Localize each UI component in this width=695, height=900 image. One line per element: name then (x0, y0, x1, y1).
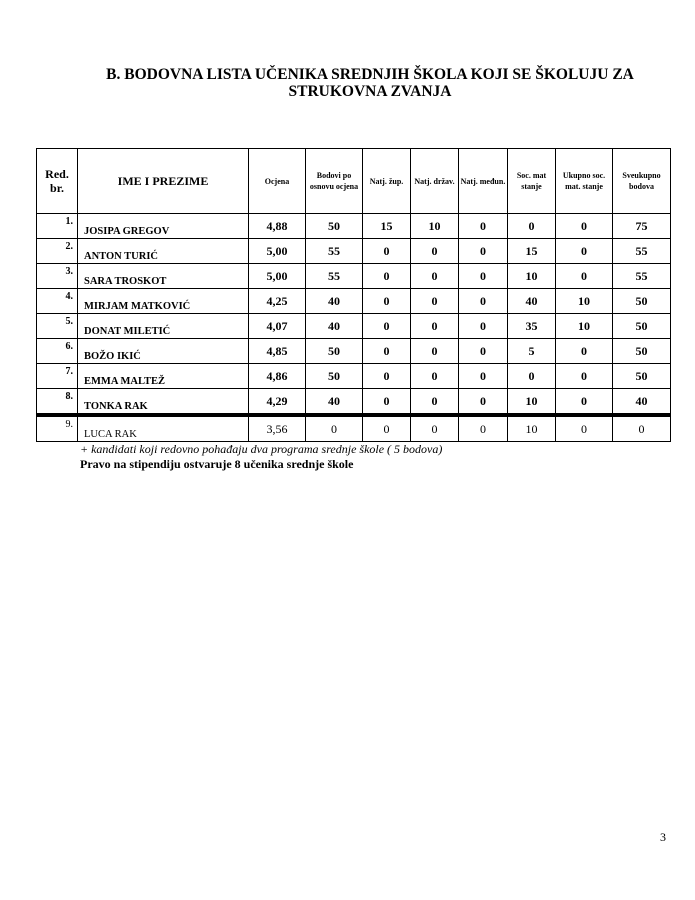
value-cell: 15 (363, 214, 411, 239)
table-row (37, 264, 671, 289)
value-cell: 0 (411, 239, 459, 264)
column-header: IME I PREZIME (78, 149, 249, 214)
value-cell: 55 (613, 264, 671, 289)
page-number: 3 (660, 830, 666, 844)
table-row (37, 239, 671, 264)
name-cell: LUCA RAK (78, 415, 249, 442)
value-cell: 55 (306, 264, 363, 289)
value-cell: 40 (306, 289, 363, 314)
value-cell: 0 (363, 314, 411, 339)
value-cell: 55 (613, 239, 671, 264)
rank-cell: 9. (37, 415, 78, 442)
table-row (37, 389, 671, 416)
value-cell: 10 (508, 389, 556, 416)
name-cell: TONKA RAK (78, 389, 249, 416)
value-cell: 0 (411, 415, 459, 442)
value-cell: 0 (411, 339, 459, 364)
name-cell: ANTON TURIĆ (78, 239, 249, 264)
name-cell: BOŽO IKIĆ (78, 339, 249, 364)
value-cell: 0 (363, 339, 411, 364)
column-header: Natj. međun. (459, 149, 508, 214)
value-cell: 0 (459, 364, 508, 389)
value-cell: 0 (556, 389, 613, 416)
value-cell: 4,25 (249, 289, 306, 314)
title-line-1: B. BODOVNA LISTA UČENIKA SREDNJIH ŠKOLA KOJI SE ŠKOLUJU ZA (106, 66, 634, 83)
value-cell: 75 (613, 214, 671, 239)
table-row (37, 314, 671, 339)
value-cell: 10 (556, 289, 613, 314)
value-cell: 0 (556, 214, 613, 239)
value-cell: 0 (411, 289, 459, 314)
table-row (37, 364, 671, 389)
value-cell: 40 (306, 389, 363, 416)
value-cell: 10 (508, 415, 556, 442)
value-cell: 50 (613, 364, 671, 389)
document-title (60, 66, 680, 100)
score-table (36, 148, 671, 442)
value-cell: 4,85 (249, 339, 306, 364)
name-cell: EMMA MALTEŽ (78, 364, 249, 389)
value-cell: 0 (459, 264, 508, 289)
value-cell: 0 (556, 364, 613, 389)
rank-cell: 6. (37, 339, 78, 364)
value-cell: 0 (459, 214, 508, 239)
value-cell: 0 (508, 364, 556, 389)
value-cell: 0 (363, 239, 411, 264)
column-header: Red. br. (37, 149, 78, 214)
value-cell: 40 (306, 314, 363, 339)
value-cell: 0 (556, 415, 613, 442)
value-cell: 4,07 (249, 314, 306, 339)
value-cell: 50 (613, 314, 671, 339)
value-cell: 0 (556, 239, 613, 264)
value-cell: 3,56 (249, 415, 306, 442)
value-cell: 0 (459, 389, 508, 416)
value-cell: 0 (306, 415, 363, 442)
value-cell: 0 (508, 214, 556, 239)
value-cell: 0 (411, 389, 459, 416)
value-cell: 0 (556, 264, 613, 289)
value-cell: 55 (306, 239, 363, 264)
value-cell: 40 (508, 289, 556, 314)
value-cell: 15 (508, 239, 556, 264)
column-header: Bodovi po osnovu ocjena (306, 149, 363, 214)
title-line-2: STRUKOVNA ZVANJA (288, 83, 452, 100)
value-cell: 0 (363, 364, 411, 389)
value-cell: 0 (459, 289, 508, 314)
value-cell: 0 (363, 264, 411, 289)
column-header: Natj. držav. (411, 149, 459, 214)
value-cell: 0 (613, 415, 671, 442)
value-cell: 0 (459, 239, 508, 264)
value-cell: 0 (459, 339, 508, 364)
table-row (37, 214, 671, 239)
rank-cell: 5. (37, 314, 78, 339)
name-cell: JOSIPA GREGOV (78, 214, 249, 239)
value-cell: 50 (613, 339, 671, 364)
value-cell: 0 (556, 339, 613, 364)
value-cell: 10 (556, 314, 613, 339)
value-cell: 0 (459, 415, 508, 442)
value-cell: 5,00 (249, 239, 306, 264)
value-cell: 0 (363, 415, 411, 442)
value-cell: 40 (613, 389, 671, 416)
value-cell: 0 (411, 264, 459, 289)
column-header: Soc. mat stanje (508, 149, 556, 214)
name-cell: MIRJAM MATKOVIĆ (78, 289, 249, 314)
value-cell: 35 (508, 314, 556, 339)
name-cell: DONAT MILETIĆ (78, 314, 249, 339)
column-header: Natj. žup. (363, 149, 411, 214)
value-cell: 0 (363, 289, 411, 314)
value-cell: 50 (306, 339, 363, 364)
value-cell: 50 (306, 214, 363, 239)
table-header (37, 149, 671, 214)
value-cell: 0 (363, 389, 411, 416)
footnote-scholarship: Pravo na stipendiju ostvaruje 8 učenika srednje škole (80, 457, 354, 471)
rank-cell: 7. (37, 364, 78, 389)
value-cell: 4,88 (249, 214, 306, 239)
column-header: Sveukupno bodova (613, 149, 671, 214)
value-cell: 0 (411, 364, 459, 389)
value-cell: 0 (411, 314, 459, 339)
table-row (37, 415, 671, 442)
value-cell: 10 (508, 264, 556, 289)
value-cell: 5,00 (249, 264, 306, 289)
value-cell: 0 (459, 314, 508, 339)
rank-cell: 2. (37, 239, 78, 264)
value-cell: 4,29 (249, 389, 306, 416)
column-header: Ocjena (249, 149, 306, 214)
value-cell: 50 (306, 364, 363, 389)
rank-cell: 8. (37, 389, 78, 416)
footnote-bonus: + kandidati koji redovno pohađaju dva programa srednje škole ( 5 bodova) (80, 442, 443, 456)
rank-cell: 1. (37, 214, 78, 239)
value-cell: 4,86 (249, 364, 306, 389)
name-cell: SARA TROSKOT (78, 264, 249, 289)
table-row (37, 289, 671, 314)
column-header: Ukupno soc. mat. stanje (556, 149, 613, 214)
value-cell: 5 (508, 339, 556, 364)
rank-cell: 4. (37, 289, 78, 314)
value-cell: 10 (411, 214, 459, 239)
table-row (37, 339, 671, 364)
value-cell: 50 (613, 289, 671, 314)
rank-cell: 3. (37, 264, 78, 289)
